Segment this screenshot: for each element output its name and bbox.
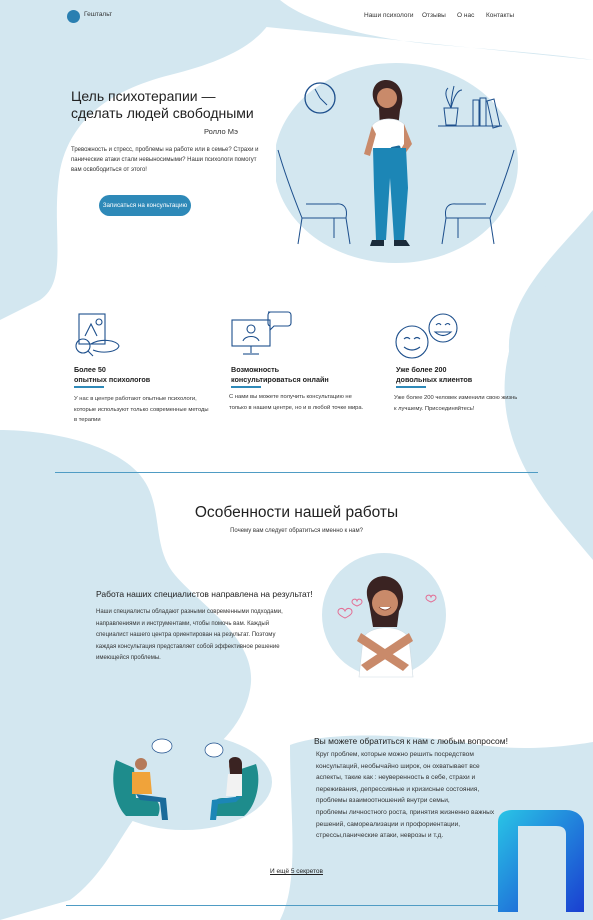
feature-3-title [396, 365, 472, 385]
block-2-line: проблемы личностного роста, принятия жизненно важных [316, 808, 495, 816]
feature-2-underline [231, 386, 261, 388]
feature-1-underline [74, 386, 104, 388]
feature-2-text: С нами вы можете получить консультацию не только в нашем центре, но и в любой точке мира. [229, 394, 364, 411]
certificate-icon [73, 312, 121, 358]
feature-1-text: У нас в центре работают опытные психологи, которые используют только современные методы в терапии [74, 396, 209, 423]
hero-title [71, 88, 271, 122]
block-1-title: Работа наших специалистов направлена на результат! [96, 589, 313, 599]
nav-contacts[interactable]: Контакты [486, 12, 515, 19]
block-2-line: переживания, депрессивные и кризисные состояния, [316, 785, 480, 793]
feature-3-title-line2: довольных клиентов [396, 375, 473, 384]
feature-3-title-line1: Уже более 200 [396, 365, 447, 374]
feature-1-title-line1: Более 50 [74, 365, 106, 374]
hero-title-line1: Цель психотерапии — [71, 88, 216, 104]
feature-2-title [231, 365, 329, 385]
happy-woman-illustration [319, 553, 449, 681]
feature-3-underline [396, 386, 426, 388]
nav-about[interactable]: О нас [457, 12, 475, 19]
feature-2-title-line1: Возможность [231, 365, 280, 374]
feature-3-text: Уже более 200 человек изменили свою жизнь к лучшему. Присоединяйтесь! [394, 395, 518, 412]
section-title: Особенности нашей работы [194, 504, 399, 521]
logo-icon[interactable] [67, 10, 80, 23]
bottom-divider [66, 905, 506, 906]
feature-2-title-line2: консультироваться онлайн [231, 375, 329, 384]
book-consultation-button[interactable]: Записаться на консультацию [99, 195, 191, 216]
hero-illustration [276, 58, 521, 263]
block-2-line: консультаций, необычайно широк, он охватывает все [316, 762, 480, 770]
online-consultation-icon [230, 308, 292, 360]
logo-text[interactable]: Гештальт [84, 11, 113, 18]
section-subtitle: Почему вам следует обратиться именно к нам? [230, 528, 363, 534]
hero-title-line2: сделать людей свободными [71, 105, 254, 121]
block-2-line: проблемы взаимоотношений внутри семьи, [316, 797, 450, 805]
block-2-line: стрессы,панические атаки, неврозы и т.д. [316, 832, 444, 840]
nav-reviews[interactable]: Отзывы [422, 12, 446, 19]
therapy-session-illustration [96, 728, 272, 830]
block-1-text: Наши специалисты обладают разными современными подходами, направлениями и инструментами, чтобы помочь вам. Каждый специалист нашего центра ориентирован на результат. Поэтому каждая консультация представляет собой эффективное решение имеющейся проблемы. [96, 609, 283, 661]
block-2-title: Вы можете обратиться к нам с любым вопросом! [314, 736, 508, 746]
nav-psychologists[interactable]: Наши психологи [364, 12, 414, 19]
hero-text: Тревожность и стресс, проблемы на работе или в семье? Страхи и панические атаки стали невыносимыми? Наши психологи помогут вам освободиться от этого! [71, 147, 259, 173]
feature-1-title [74, 365, 150, 385]
feature-1-title-line2: опытных психологов [74, 375, 151, 384]
section-divider [55, 472, 538, 473]
corner-logo-icon [496, 808, 586, 914]
hero-quote-author: Ролло Мэ [204, 127, 238, 136]
more-secrets-link[interactable]: И ещё 5 секретов [270, 868, 323, 875]
block-2-line: Круг проблем, которые можно решить посредством [316, 751, 474, 758]
block-2-line: аспекты, такие как : неуверенность в себе, страхи и [316, 774, 476, 782]
smiling-faces-icon [393, 312, 465, 362]
block-2-text [316, 749, 526, 842]
block-2-line: решений, самореализации и профориентации, [316, 820, 461, 828]
